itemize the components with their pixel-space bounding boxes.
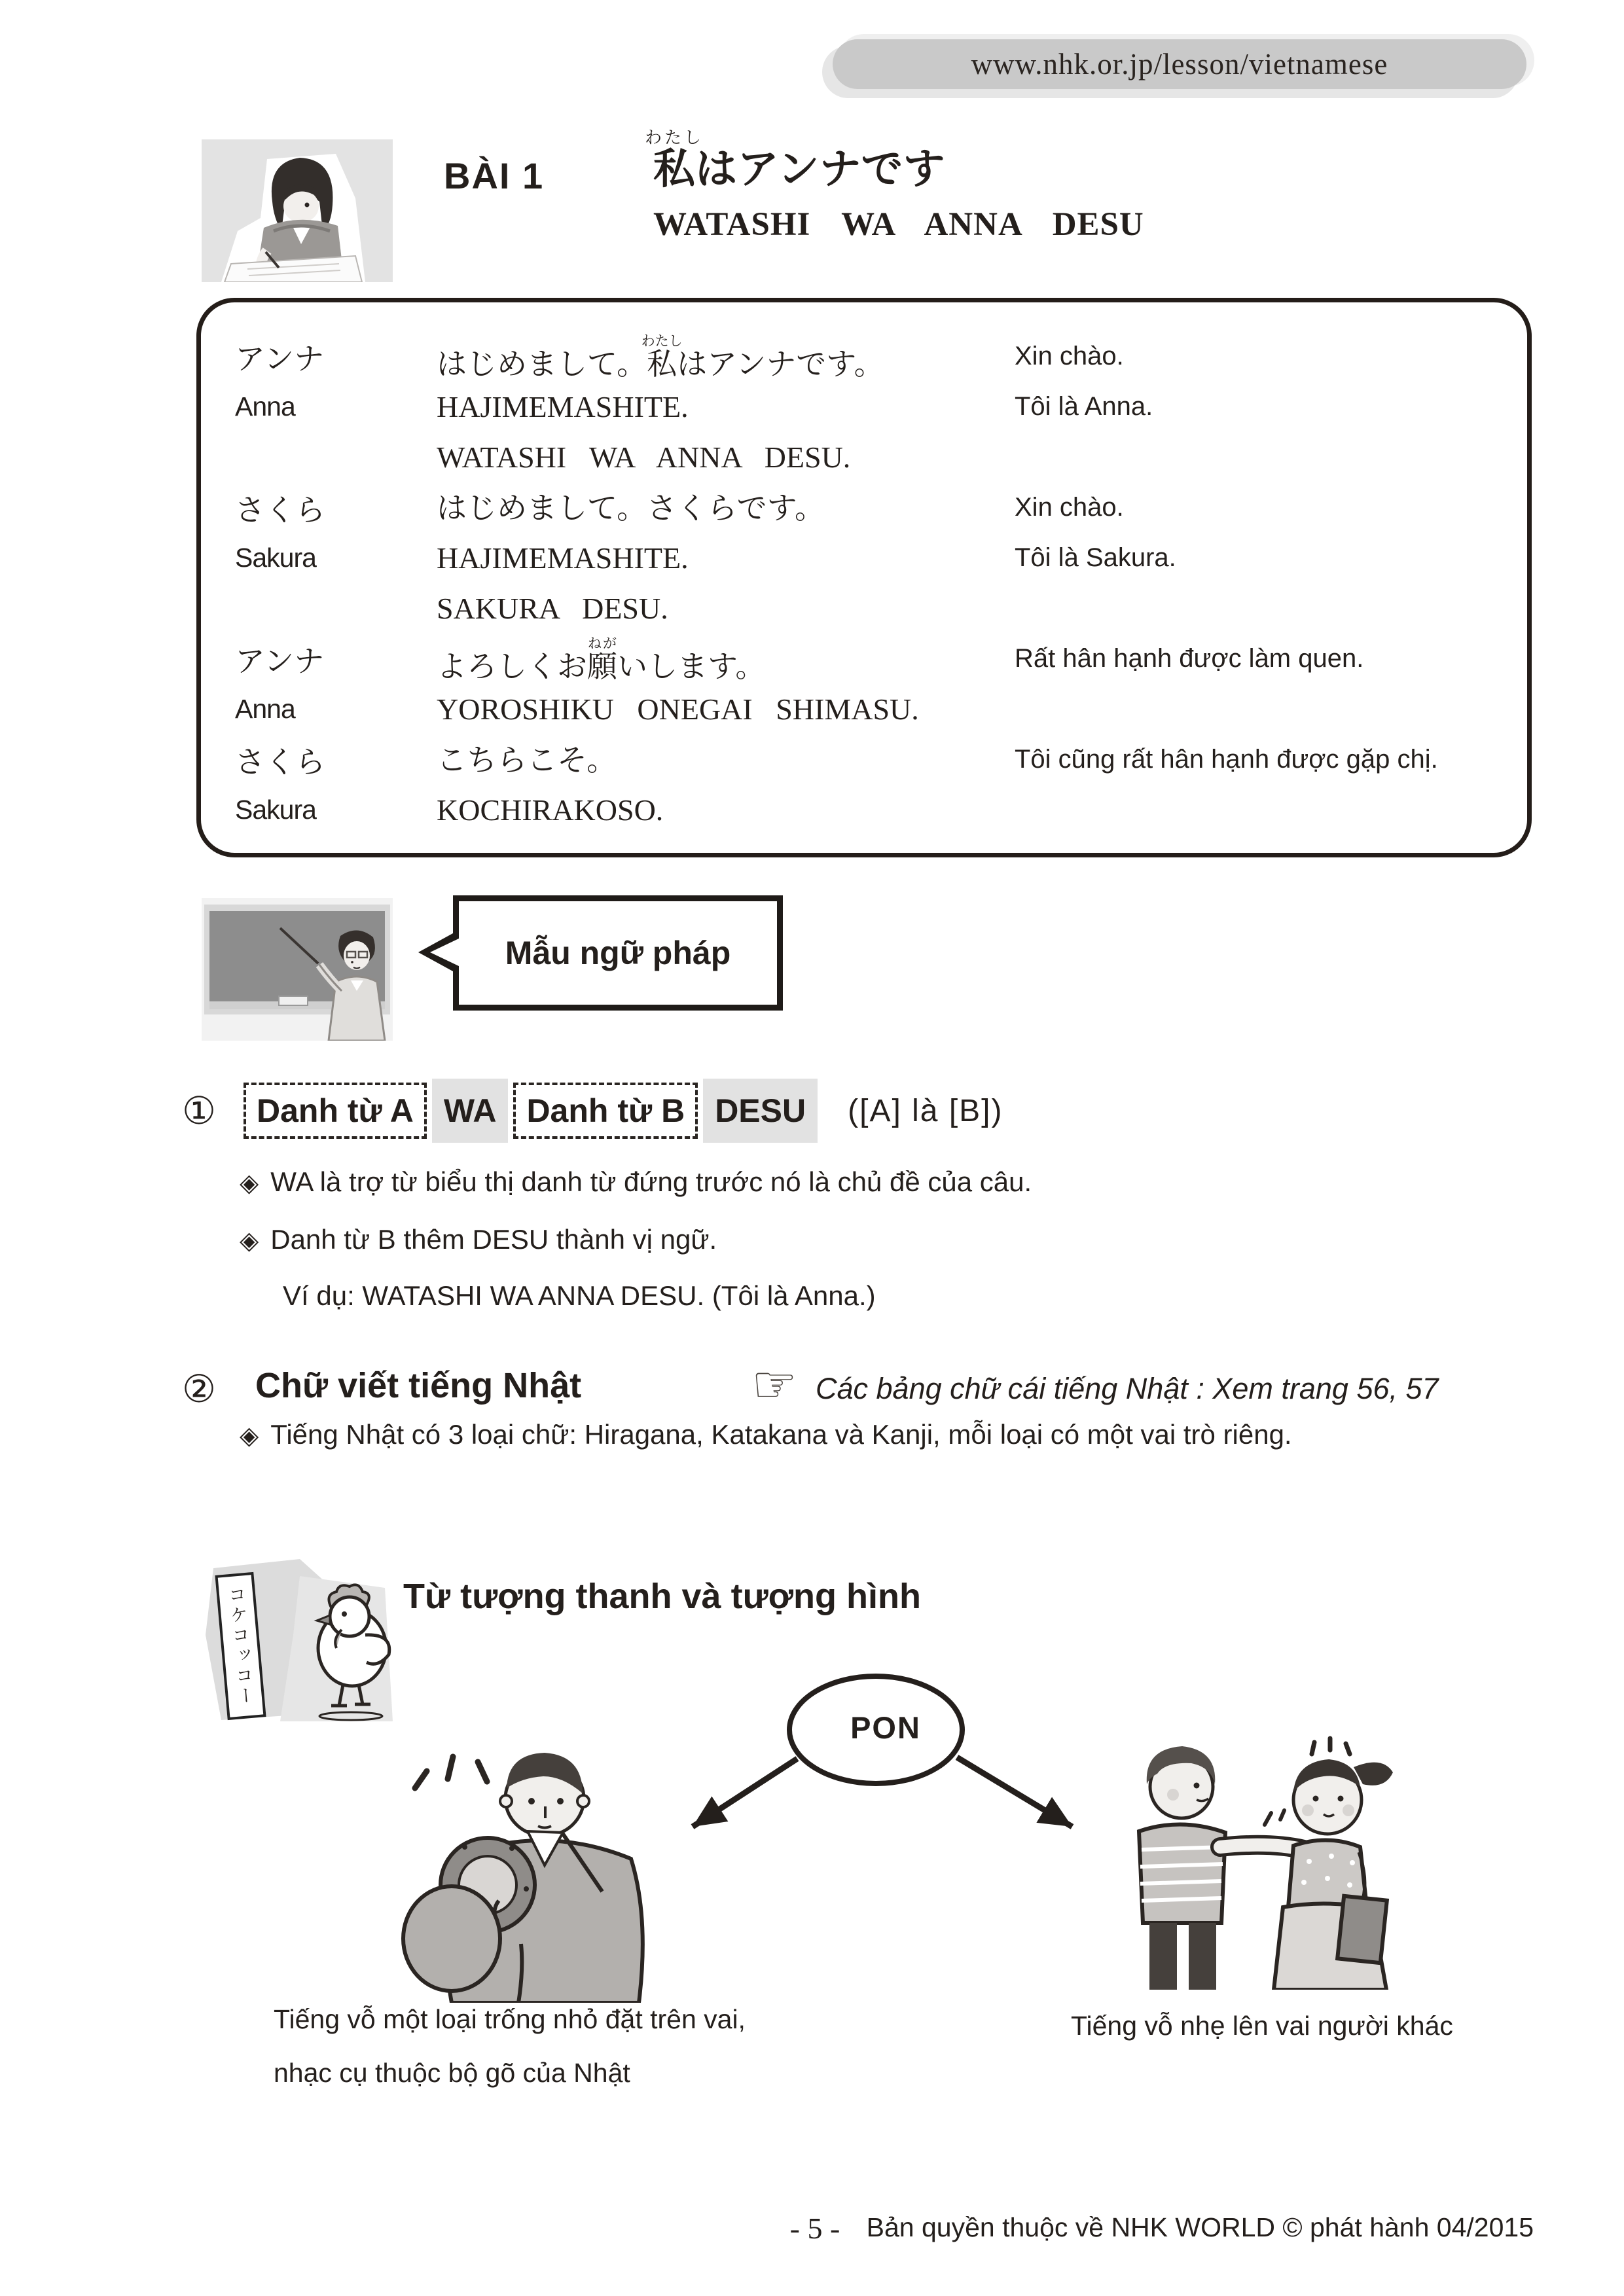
- title-furigana: わたし: [645, 128, 704, 147]
- dialogue-row: [235, 734, 1514, 785]
- grammar-pattern-line: [182, 1079, 1003, 1143]
- dialogue-row: [235, 533, 1514, 583]
- particle-wa-box: WA: [432, 1079, 509, 1143]
- onomatopoeia-title: Từ tượng thanh và tượng hình: [403, 1577, 921, 1616]
- chicken-speech-bubble: コケコッコー: [215, 1572, 266, 1720]
- grammar-pattern-callout: [453, 895, 783, 1011]
- copula-desu-box: DESU: [703, 1079, 818, 1143]
- dialogue-line-romaji: HAJIMEMASHITE.: [437, 541, 689, 575]
- section-2-number: ②: [182, 1368, 216, 1410]
- dialogue-row: [235, 684, 1514, 734]
- speaker-name-jp: さくら: [235, 744, 325, 779]
- diamond-bullet-icon: ◈: [240, 1422, 259, 1450]
- writing-note: ◈ Tiếng Nhật có 3 loại chữ: Hiragana, Katakana và Kanji, mỗi loại có một vai trò riêng.: [240, 1419, 1292, 1450]
- speaker-name-latin: Sakura: [235, 543, 316, 573]
- speaker-name-latin: Anna: [235, 391, 295, 422]
- pointing-hand-icon: ☞: [751, 1355, 797, 1413]
- dialogue-line-jp: はじめまして。私わたしはアンナです。: [437, 334, 884, 381]
- dialogue-line-romaji: YOROSHIKU ONEGAI SHIMASU.: [437, 692, 919, 726]
- shoulder-tap-illustration: [1060, 1721, 1414, 1990]
- caption-left-line-2: nhạc cụ thuộc bộ gõ của Nhật: [274, 2058, 630, 2088]
- dialogue-line-jp: こちらこそ。: [437, 742, 617, 777]
- title-ruby: 私わたし: [645, 128, 704, 192]
- lesson-number: BÀI 1: [444, 155, 545, 196]
- grammar-note-2: ◈ Danh từ B thêm DESU thành vị ngữ.: [240, 1224, 717, 1255]
- dialogue-line-romaji: SAKURA DESU.: [437, 592, 668, 625]
- pattern-number: ①: [182, 1090, 216, 1132]
- dialogue-line-jp: よろしくお願ねがいします。: [437, 636, 766, 683]
- dialogue-row: [235, 382, 1514, 432]
- dialogue-row: [235, 331, 1514, 382]
- speaker-name-latin: Anna: [235, 694, 295, 724]
- diamond-bullet-icon: ◈: [240, 1227, 259, 1255]
- dialogue-line-jp: はじめまして。さくらです。: [437, 490, 825, 525]
- dialogue-line-romaji: WATASHI WA ANNA DESU.: [437, 440, 851, 474]
- dialogue-row: [235, 432, 1514, 482]
- grammar-example: Ví dụ: WATASHI WA ANNA DESU. (Tôi là Anna.): [283, 1280, 876, 1311]
- url-banner: [833, 39, 1526, 89]
- section-2-title: Chữ viết tiếng Nhật: [255, 1366, 582, 1405]
- dialogue-translation: Xin chào.: [1015, 342, 1124, 370]
- teacher-blackboard-illustration: [202, 898, 393, 1041]
- caption-right: Tiếng vỗ nhẹ lên vai người khác: [1071, 2011, 1453, 2041]
- speaker-name-jp: アンナ: [235, 643, 325, 678]
- dialogue-box: [196, 298, 1532, 857]
- pon-sound-label: PON: [850, 1710, 921, 1745]
- dialogue-translation: Xin chào.: [1015, 493, 1124, 522]
- dialogue-line-romaji: HAJIMEMASHITE.: [437, 390, 689, 423]
- dialogue-translation: Tôi là Anna.: [1015, 392, 1153, 421]
- dialogue-row: [235, 482, 1514, 533]
- noun-a-box: Danh từ A: [244, 1083, 427, 1139]
- speaker-name-latin: Sakura: [235, 795, 316, 825]
- dialogue-row: [235, 785, 1514, 835]
- speaker-name-jp: さくら: [235, 492, 325, 527]
- url-text: www.nhk.or.jp/lesson/vietnamese: [971, 48, 1388, 81]
- grammar-callout-label: Mẫu ngữ pháp: [505, 935, 731, 971]
- dialogue-translation: Tôi cũng rất hân hạnh được gặp chị.: [1015, 745, 1438, 774]
- girl-writing-illustration: [202, 139, 393, 282]
- dialogue-translation: Tôi là Sakura.: [1015, 543, 1176, 572]
- lesson-title-japanese: 私わたしはアンナです: [645, 128, 945, 192]
- noun-b-box: Danh từ B: [513, 1083, 698, 1139]
- pattern-gloss: ([A] là [B]): [848, 1093, 1003, 1128]
- dialogue-line-romaji: KOCHIRAKOSO.: [437, 793, 664, 827]
- drum-player-illustration: [367, 1728, 655, 2003]
- speaker-name-jp: アンナ: [235, 341, 325, 376]
- grammar-note-1: ◈ WA là trợ từ biểu thị danh từ đứng trước nó là chủ đề của câu.: [240, 1166, 1032, 1197]
- dialogue-translation: Rất hân hạnh được làm quen.: [1015, 644, 1364, 673]
- caption-left-line-1: Tiếng vỗ một loại trống nhỏ đặt trên vai,: [274, 2004, 746, 2034]
- lesson-title-romaji: WATASHI WA ANNA DESU: [653, 206, 1144, 243]
- page-number: - 5 -: [789, 2212, 840, 2245]
- dialogue-row: [235, 583, 1514, 634]
- diamond-bullet-icon: ◈: [240, 1170, 259, 1197]
- copyright-text: Bản quyền thuộc về NHK WORLD © phát hành 04/2015: [866, 2212, 1534, 2242]
- dialogue-row: [235, 634, 1514, 684]
- reference-note: Các bảng chữ cái tiếng Nhật : Xem trang 56, 57: [816, 1372, 1439, 1405]
